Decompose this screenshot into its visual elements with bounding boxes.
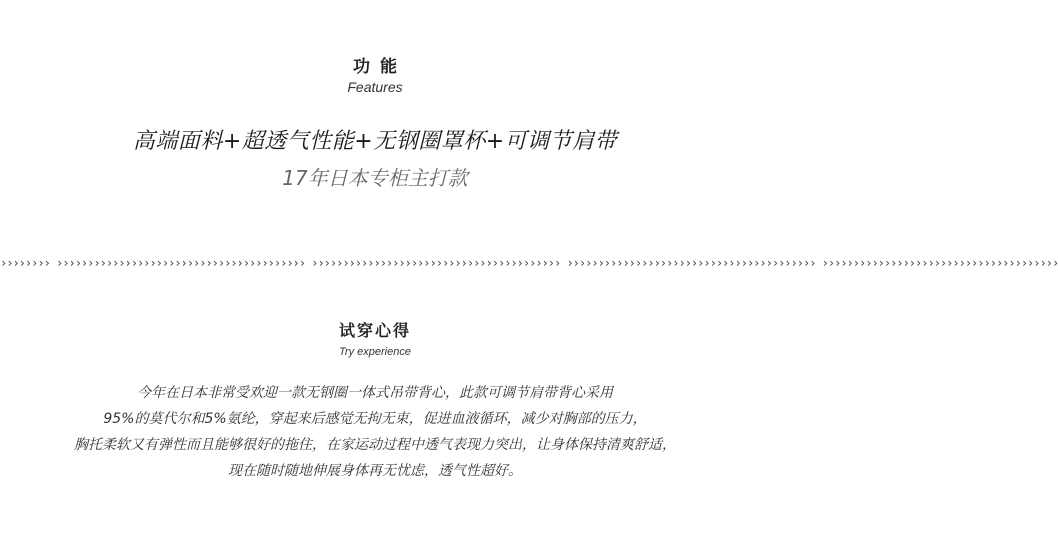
description-line: 胸托柔软又有弹性而且能够很好的拖住，在家运动过程中透气表现力突出，让身体保持清爽舒适， <box>74 437 676 453</box>
trial-subtitle: Try experience <box>339 346 411 358</box>
description-line: 现在随时随地伸展身体再无忧虑，透气性超好。 <box>228 463 522 479</box>
features-headline: 高端面料+超透气性能+无钢圈罩杯+可调节肩带 <box>132 129 618 154</box>
features-subtitle: Features <box>347 79 403 95</box>
description-line: 今年在日本非常受欢迎一款无钢圈一体式吊带背心，此款可调节肩带背心采用 <box>137 385 613 401</box>
trial-description <box>0 380 750 484</box>
trial-title: 试穿心得 <box>338 321 411 340</box>
features-subline: 17年日本专柜主打款 <box>282 166 468 190</box>
description-line: 95%的莫代尔和5%氨纶，穿起来后感觉无拘无束，促进血液循环，减少对胸部的压力， <box>103 411 647 427</box>
features-title: 功能 <box>353 57 407 77</box>
chevron-divider: ›››››››› ›››››››››››››››››››››››››››››››››››››››› ›››››››››››››››››››››››››››››››››››››››› ›››››››››››››››››››››››››››››››››››››››› ›››››››››››››››››››››››››››››››››››››› <box>0 256 1058 270</box>
